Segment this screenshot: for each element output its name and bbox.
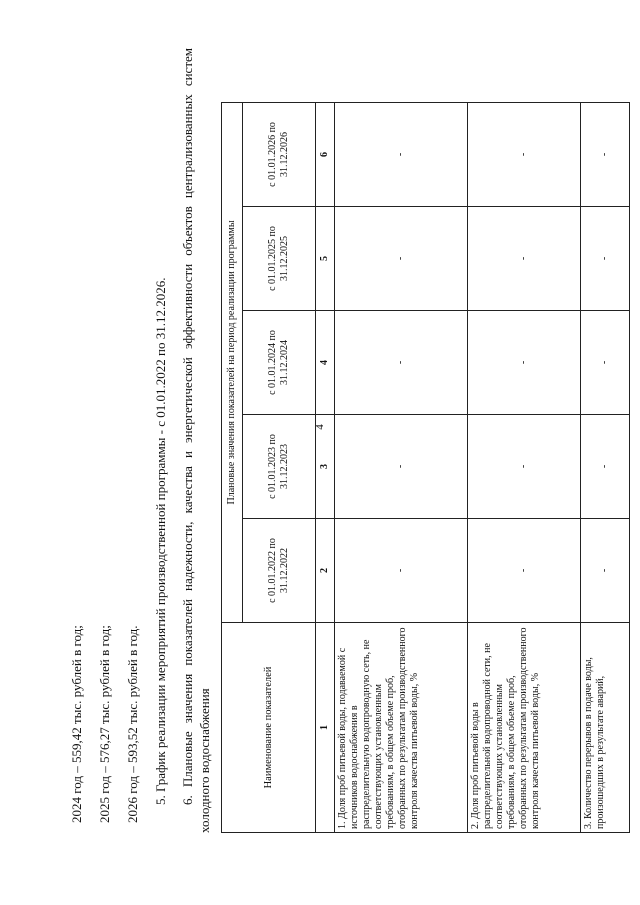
planned-values-group-header: Плановые значения показателей на период реализации программы (222, 102, 243, 622)
period-header-2023: с 01.01.2023 по 31.12.2023 (243, 415, 316, 519)
period-header-2025: с 01.01.2025 по 31.12.2025 (243, 207, 316, 311)
indicator-value: - (335, 519, 468, 623)
cost-line-2026: 2026 год – 593,52 тыс. рублей в год. (125, 625, 140, 823)
indicator-value: - (468, 519, 581, 623)
page-number: 4 (314, 424, 326, 430)
period-header-2024: с 01.01.2024 по 31.12.2024 (243, 311, 316, 415)
indicator-value: - (581, 519, 630, 623)
indicator-value: - (468, 207, 581, 311)
indicator-value: - (335, 415, 468, 519)
column-number: 1 (316, 623, 335, 833)
section-5-text: 5. График реализации мероприятий производственной программы - с 01.01.2022 по 31.12.2026. (153, 277, 168, 805)
section-6-heading: 6. Плановые значения показателей надежности, качества и энергетической эффективности объектов централизованных систем холодного водоснабжения (180, 48, 212, 833)
indicator-value: - (468, 311, 581, 415)
indicator-value: - (335, 207, 468, 311)
name-column-header: Наименование показателей (222, 623, 316, 833)
indicator-value: - (581, 415, 630, 519)
indicator-name: 1. Доля проб питьевой воды, подаваемой с источников водоснабжения в распределительную водопроводную сеть, не соответствующих установленным требованиям, в общем объеме проб, отобранных по результатам производственного контроля качества питьевой воды, % (335, 623, 468, 833)
indicator-name: 2. Доля проб питьевой воды в распределительной водопроводной сети, не соответствующих установленным требованиям, в общем объеме проб, отобранных по результатам производственного контроля качества питьевой воды, % (468, 623, 581, 833)
period-header-2026: с 01.01.2026 по 31.12.2026 (243, 102, 316, 206)
column-number: 3 (316, 415, 335, 519)
indicator-value: - (468, 102, 581, 206)
table-row (581, 102, 630, 832)
cost-line-2024: 2024 год – 559,42 тыс. рублей в год; (69, 625, 84, 823)
document-body (68, 48, 630, 833)
column-number: 6 (316, 102, 335, 206)
column-number-row (316, 102, 335, 832)
indicators-table (221, 102, 630, 833)
indicator-name: 3. Количество перерывов в подаче воды, произошедших в результате аварий, (581, 623, 630, 833)
indicator-value: - (581, 311, 630, 415)
indicator-value: - (581, 207, 630, 311)
column-number: 4 (316, 311, 335, 415)
period-header-2022: с 01.01.2022 по 31.12.2022 (243, 519, 316, 623)
indicator-value: - (581, 102, 630, 206)
column-number: 5 (316, 207, 335, 311)
indicator-value: - (335, 311, 468, 415)
table-row (335, 102, 468, 832)
column-number: 2 (316, 519, 335, 623)
indicator-value: - (335, 102, 468, 206)
indicator-value: - (468, 415, 581, 519)
cost-line-2025: 2025 год – 576,27 тыс. рублей в год; (97, 625, 112, 823)
table-header-row-1 (222, 102, 243, 832)
table-row (468, 102, 581, 832)
